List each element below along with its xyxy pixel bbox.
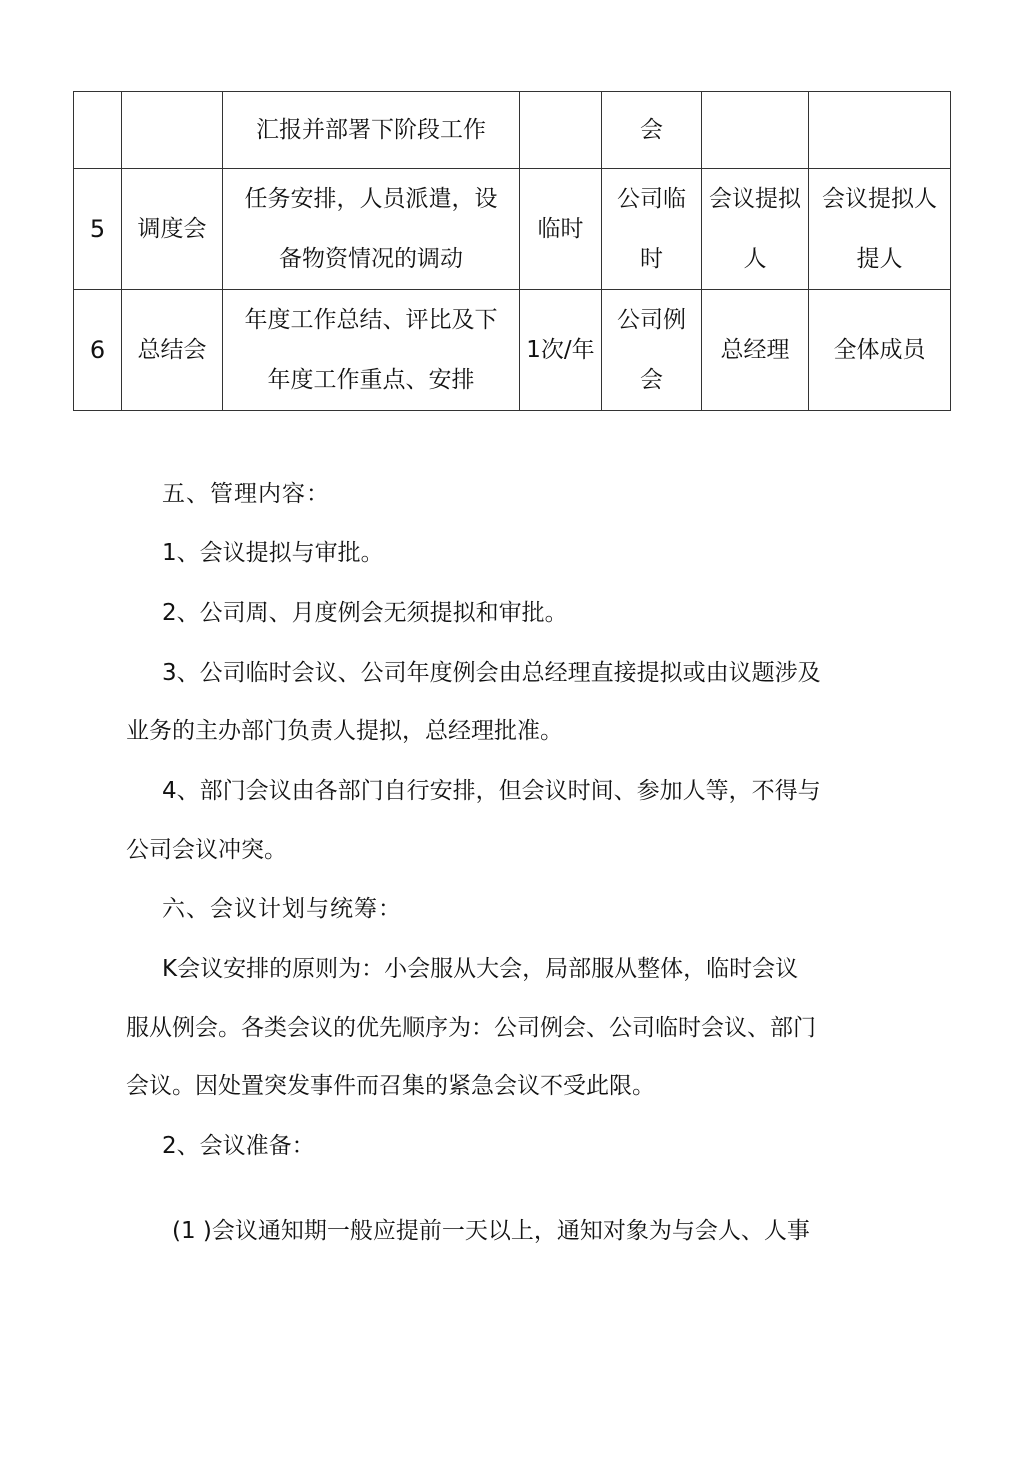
cell-text: 调度会 <box>137 216 207 242</box>
cell-line: 会议提拟 <box>709 186 801 212</box>
section-6-title: 六、会议计划与统筹： <box>162 896 402 922</box>
cell-line: 汇报并部署下阶段工作 <box>256 117 486 143</box>
cell-content <box>223 169 520 290</box>
cell-attendees <box>809 290 951 411</box>
cell-content <box>223 92 520 169</box>
k-line-1: K会议安排的原则为：小会服从大会，局部服从整体，临时会议 <box>162 956 799 982</box>
cell-text: 5 <box>89 215 106 243</box>
table-row <box>74 92 951 169</box>
cell-text: 总结会 <box>137 337 207 363</box>
cell-text: 6 <box>89 336 106 364</box>
item-4-line-2: 公司会议冲突。 <box>126 837 287 863</box>
cell-line: 总经理 <box>720 337 790 363</box>
cell-line: 时 <box>640 246 663 272</box>
cell-line: 任务安排，人员派遣，设 <box>244 186 498 212</box>
cell-meeting-type <box>602 169 702 290</box>
cell-attendees <box>809 92 951 169</box>
k-line-2: 服从例会。各类会议的优先顺序为：公司例会、公司临时会议、部门 <box>126 1015 816 1041</box>
cell-text: 1次/年 <box>526 337 595 363</box>
cell-line: 年度工作重点、安排 <box>267 367 475 393</box>
cell-line: 人 <box>743 246 767 272</box>
cell-text: 临时 <box>537 216 584 242</box>
cell-line: 会 <box>640 117 663 143</box>
cell-frequency <box>520 290 602 411</box>
cell-line: 备物资情况的调动 <box>279 246 463 272</box>
cell-line: 年度工作总结、评比及下 <box>244 307 498 333</box>
item-2: 2、公司周、月度例会无须提拟和审批。 <box>162 600 568 626</box>
cell-proposer <box>702 92 809 169</box>
cell-line: 公司例 <box>617 307 686 333</box>
cell-line: 提人 <box>856 246 903 272</box>
cell-attendees <box>809 169 951 290</box>
cell-line: 会议提拟人 <box>822 186 937 212</box>
cell-line: 全体成员 <box>833 337 926 363</box>
cell-proposer <box>702 169 809 290</box>
cell-meeting-name <box>122 169 223 290</box>
prep-title: 2、会议准备： <box>162 1133 315 1159</box>
table-row <box>74 290 951 411</box>
cell-meeting-type <box>602 290 702 411</box>
cell-frequency <box>520 169 602 290</box>
section-5-title: 五、管理内容： <box>162 481 330 507</box>
item-1: 1、会议提拟与审批。 <box>162 540 384 566</box>
cell-number <box>74 169 122 290</box>
cell-meeting-name <box>122 92 223 169</box>
item-3-line-1: 3、公司临时会议、公司年度例会由总经理直接提拟或由议题涉及 <box>162 660 821 686</box>
meeting-table <box>73 91 951 411</box>
cell-proposer <box>702 290 809 411</box>
prep-item-1: (1 )会议通知期一般应提前一天以上，通知对象为与会人、人事 <box>172 1218 810 1244</box>
cell-line: 公司临 <box>617 186 686 212</box>
cell-content <box>223 290 520 411</box>
table-body <box>74 92 951 411</box>
cell-number <box>74 92 122 169</box>
item-4-line-1: 4、部门会议由各部门自行安排，但会议时间、参加人等，不得与 <box>162 778 821 804</box>
cell-line: 会 <box>640 367 663 393</box>
k-line-3: 会议。因处置突发事件而召集的紧急会议不受此限。 <box>126 1073 655 1099</box>
cell-meeting-type <box>602 92 702 169</box>
table-row <box>74 169 951 290</box>
cell-frequency <box>520 92 602 169</box>
item-3-line-2: 业务的主办部门负责人提拟，总经理批准。 <box>126 718 563 744</box>
cell-number <box>74 290 122 411</box>
cell-meeting-name <box>122 290 223 411</box>
